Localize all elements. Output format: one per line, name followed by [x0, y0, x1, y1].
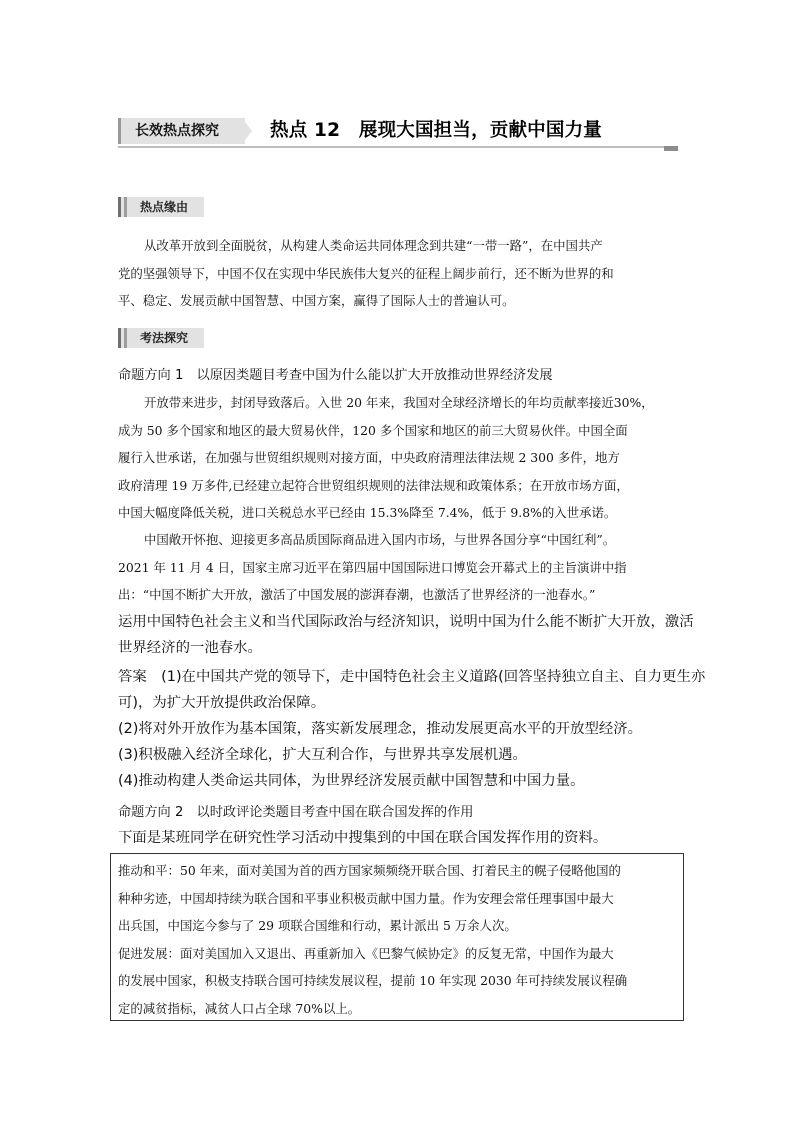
section-label-text: 热点缘由 — [140, 200, 189, 214]
section-tag: 长效热点探究 — [118, 118, 245, 144]
answer-line: (3)积极融入经济全球化，扩大互利合作，与世界共享发展机遇。 — [118, 747, 527, 763]
material-box-text — [118, 857, 680, 1022]
header-rule-accent — [664, 146, 678, 151]
text-line: 运用中国特色社会主义和当代国际政治与经济知识，说明中国为什么能不断扩大开放，激活 — [118, 614, 694, 630]
text-line: 出：“中国不断扩大开放，激活了中国发展的澎湃春潮，也激活了世界经济的一池春水。” — [118, 587, 596, 602]
intro-paragraph — [118, 232, 684, 315]
text-line: 履行入世承诺，在加强与世贸组织规则对接方面，中央政府清理法律法规 2 300 多件，地方 — [118, 450, 620, 465]
text-line: 定的减贫指标，减贫人口占全球 70%以上。 — [118, 1000, 361, 1016]
direction-2-heading: 命题方向 2 以时政评论类题目考查中国在联合国发挥的作用 — [118, 805, 474, 820]
section-label-exam — [118, 328, 204, 348]
direction-1-material-2 — [118, 526, 684, 609]
text-line: 世界经济的一池春水。 — [118, 640, 262, 656]
direction-1-material-1 — [118, 389, 684, 527]
text-line: 中国敞开怀抱、迎接更多高品质国际商品进入国内市场，与世界各国分享“中国红利”。 — [144, 532, 616, 547]
text-line: 的发展中国家，积极支持联合国可持续发展议程，提前 10 年实现 2030 年可持续发展议程确 — [118, 973, 628, 988]
text-line: 促进发展：面对美国加入又退出、再重新加入《巴黎气候协定》的反复无常，中国作为最大 — [118, 945, 614, 961]
header-rule — [118, 146, 678, 148]
section-label-text: 考法探究 — [140, 331, 189, 345]
text-line: 开放带来进步，封闭导致落后。入世 20 年来，我国对全球经济增长的年均贡献率接近30%， — [144, 395, 654, 410]
section-tag-arrow — [242, 118, 252, 144]
text-line: 推动和平：50 年来，面对美国为首的西方国家频频绕开联合国、打着民主的幌子侵略他国的 — [118, 863, 621, 878]
answer-line: 答案 (1)在中国共产党的领导下，走中国特色社会主义道路(回答坚持独立自主、自力更生亦 — [118, 669, 706, 685]
text-line: 种种劣迹，中国却持续为联合国和平事业积极贡献中国力量。作为安理会常任理事国中最大 — [118, 890, 614, 906]
answer-line: 可)，为扩大开放提供政治保障。 — [118, 695, 326, 711]
direction-1-heading: 命题方向 1 以原因类题目考查中国为什么能以扩大开放推动世界经济发展 — [118, 368, 553, 383]
text-line: 从改革开放到全面脱贫，从构建人类命运共同体理念到共建“一带一路”，在中国共产 — [144, 238, 603, 253]
answer-line: (2)将对外开放作为基本国策，落实新发展理念，推动发展更高水平的开放型经济。 — [118, 721, 643, 737]
text-line: 出兵国，中国迄今参与了 29 项联合国维和行动，累计派出 5 万余人次。 — [118, 918, 517, 933]
text-line: 平、稳定、发展贡献中国智慧、中国方案，赢得了国际人士的普遍认可。 — [118, 293, 515, 308]
direction-1-answer — [118, 664, 706, 794]
text-line: 成为 50 多个国家和地区的最大贸易伙伴，120 多个国家和地区的前三大贸易伙伴。中国全面 — [118, 422, 628, 438]
direction-1-question — [118, 609, 694, 661]
section-label-reason — [118, 197, 204, 217]
text-line: 政府清理 19 万多件,已经建立起符合世贸组织规则的法律法规和政策体系；在开放市场方面， — [118, 477, 629, 493]
text-line: 中国大幅度降低关税，进口关税总水平已经由 15.3%降至 7.4%，低于 9.8%的入世承诺。 — [118, 505, 617, 520]
answer-line: (4)推动构建人类命运共同体，为世界经济发展贡献中国智慧和中国力量。 — [118, 773, 585, 789]
page-title: 热点 12 展现大国担当，贡献中国力量 — [270, 120, 602, 141]
text-line: 2021 年 11 月 4 日，国家主席习近平在第四届中国国际进口博览会开幕式上的主旨演讲中指 — [118, 559, 627, 575]
text-line: 党的坚强领导下，中国不仅在实现中华民族伟大复兴的征程上阔步前行，还不断为世界的和 — [118, 265, 614, 281]
direction-2-intro: 下面是某班同学在研究性学习活动中搜集到的中国在联合国发挥作用的资料。 — [118, 830, 608, 846]
